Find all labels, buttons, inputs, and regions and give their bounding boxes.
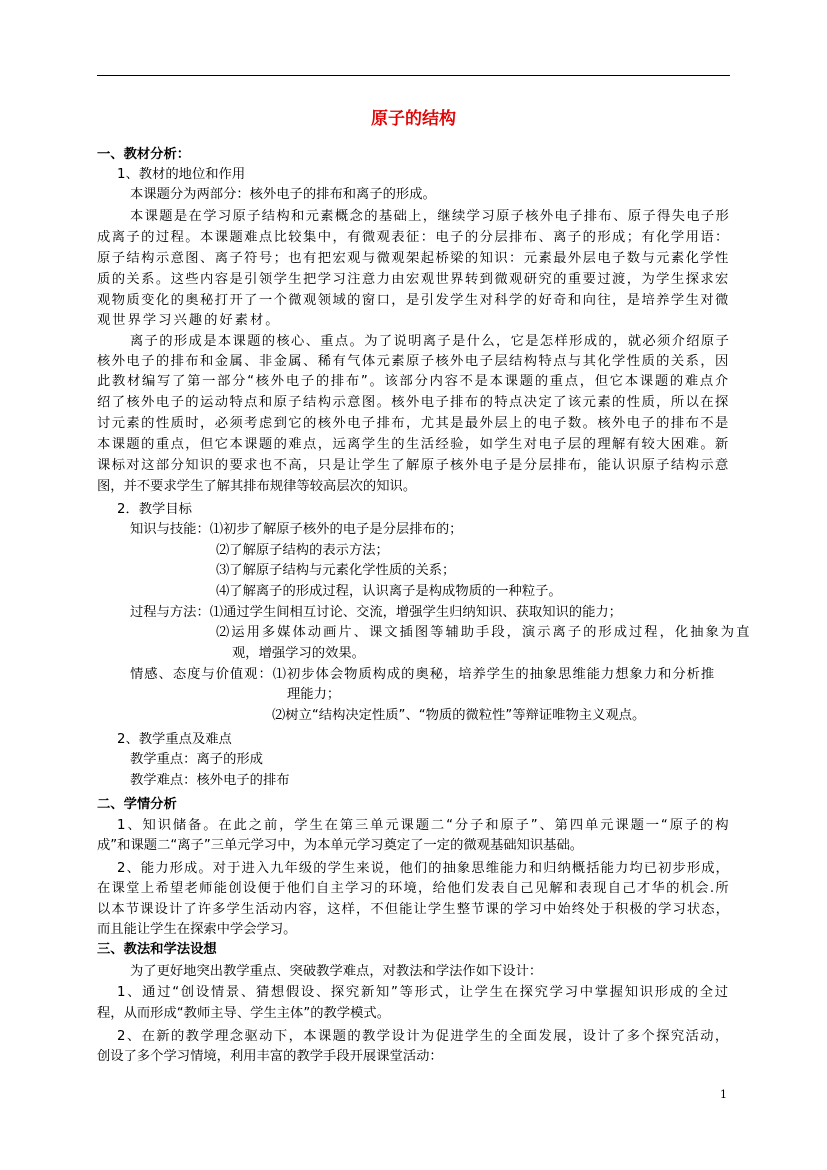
- text-line: 2．教学目标: [117, 502, 192, 517]
- text-line: 为了更好地突出教学重点、突破教学难点，对教法和学法作如下设计：: [130, 964, 543, 979]
- text-line: 核外电子的排布和金属、非金属、稀有气体元素原子核外电子层结构特点与其化学性质的关系，因: [97, 354, 730, 369]
- text-line: 离子的形成是本课题的核心、重点。为了说明离子是什么，它是怎样形成的，就必须介绍原子: [130, 334, 731, 349]
- text-line: 教学重点：离子的形成: [130, 752, 263, 767]
- text-line: 1、知识储备。在此之前，学生在第三单元课题二“分子和原子”、第四单元课题一“原子的构: [117, 818, 731, 833]
- text-line: 本课题分为两部分：核外电子的排布和离子的形成。: [130, 187, 436, 202]
- text-line: 以本节课设计了许多学生活动内容，这样，不但能让学生整节课的学习中始终处于积极的学习状态，: [97, 902, 731, 917]
- text-line: 创设了多个学习情境，利用丰富的教学手段开展课堂活动：: [97, 1049, 443, 1064]
- text-line: 2、教学重点及难点: [117, 732, 232, 747]
- header-rule: [97, 75, 730, 76]
- text-line: ⑷了解离子的形成过程，认识离子是构成物质的一种粒子。: [216, 584, 562, 599]
- text-line: 教学难点：核外电子的排布: [130, 773, 290, 788]
- text-line: 2、在新的教学理念驱动下，本课题的教学设计为促进学生的全面发展，设计了多个探究活动，: [117, 1029, 730, 1044]
- text-line: 观，增强学习的效果。: [232, 646, 365, 661]
- text-line: 程，从而形成“教师主导、学生主体”的教学模式。: [97, 1006, 391, 1021]
- text-line: 理能力；: [287, 687, 341, 702]
- text-line: ⑵了解原子结构的表示方法；: [216, 543, 389, 558]
- text-line: 成离子的过程。本课题难点比较集中，有微观表征：电子的分层排布、离子的形成；有化学用语：: [97, 230, 730, 245]
- text-line: 讨元素的性质时，必须考虑到它的核外电子排布，尤其是最外层上的电子数。核外电子的排布不是: [97, 416, 730, 431]
- page-title: 原子的结构: [371, 109, 456, 129]
- text-line: 观物质变化的奥秘打开了一个微观领域的窗口，是引发学生对科学的好奇和向往，是培养学生对微: [97, 293, 730, 308]
- text-line: 1、教材的地位和作用: [117, 167, 246, 182]
- section-heading: 二、学情分析: [97, 797, 177, 812]
- section-heading: 一、教材分析：: [97, 147, 191, 162]
- text-line: 图，并不要求学生了解其排布规律等较高层次的知识。: [97, 479, 417, 494]
- text-line: 在课堂上希望老师能创设便于他们自主学习的环境，给他们发表自己见解和表现自己才华的机会.所: [97, 881, 730, 896]
- page-number: 1: [720, 1088, 727, 1101]
- text-line: 知识与技能：⑴初步了解原子核外的电子是分层排布的；: [130, 522, 463, 537]
- text-line: 2、能力形成。对于进入九年级的学生来说，他们的抽象思维能力和归纳概括能力均已初步形成，: [117, 861, 730, 876]
- text-line: 而且能让学生在探索中学会学习。: [97, 922, 297, 937]
- text-line: ⑶了解原子结构与元素化学性质的关系；: [216, 563, 456, 578]
- text-line: ⑵树立“结构决定性质”、“物质的微粒性”等辩证唯物主义观点。: [272, 708, 646, 723]
- text-line: 观世界学习兴趣的好素材。: [97, 313, 281, 328]
- text-line: 绍了核外电子的运动特点和原子结构示意图。核外电子排布的特点决定了该元素的性质，所以在探: [97, 395, 730, 410]
- text-line: 本课题是在学习原子结构和元素概念的基础上，继续学习原子核外电子排布、原子得失电子形: [130, 209, 731, 224]
- text-line: 原子结构示意图、离子符号；也有把宏观与微观架起桥梁的知识：元素最外层电子数与元素化学性: [97, 251, 730, 266]
- text-line: 此教材编写了第一部分“核外电子的排布”。该部分内容不是本课题的重点，但它本课题的难点介: [97, 374, 730, 389]
- text-line: 质的关系。这些内容是引领学生把学习注意力由宏观世界转到微观研究的重要过渡，为学生探求宏: [97, 272, 730, 287]
- section-heading: 三、教法和学法设想: [97, 942, 217, 957]
- text-line: 情感、态度与价值观：⑴初步体会物质构成的奥秘，培养学生的抽象思维能力想象力和分析推: [130, 667, 716, 682]
- text-line: 成”和课题二“离子”三单元学习中，为本单元学习奠定了一定的微观基础知识基础。: [97, 838, 584, 853]
- text-line: 1、通过“创设情景、猜想假设、探究新知”等形式，让学生在探究学习中掌握知识形成的全过: [117, 985, 730, 1000]
- text-line: 本课题的重点，但它本课题的难点，远离学生的生活经验，如学生对电子层的理解有较大困难。新: [97, 437, 730, 452]
- text-line: ⑵运用多媒体动画片、课文插图等辅助手段，演示离子的形成过程，化抽象为直: [216, 625, 752, 640]
- text-line: 课标对这部分知识的要求也不高，只是让学生了解原子核外电子是分层排布，能认识原子结构示意: [97, 458, 730, 473]
- text-line: 过程与方法：⑴通过学生间相互讨论、交流，增强学生归纳知识、获取知识的能力；: [130, 605, 622, 620]
